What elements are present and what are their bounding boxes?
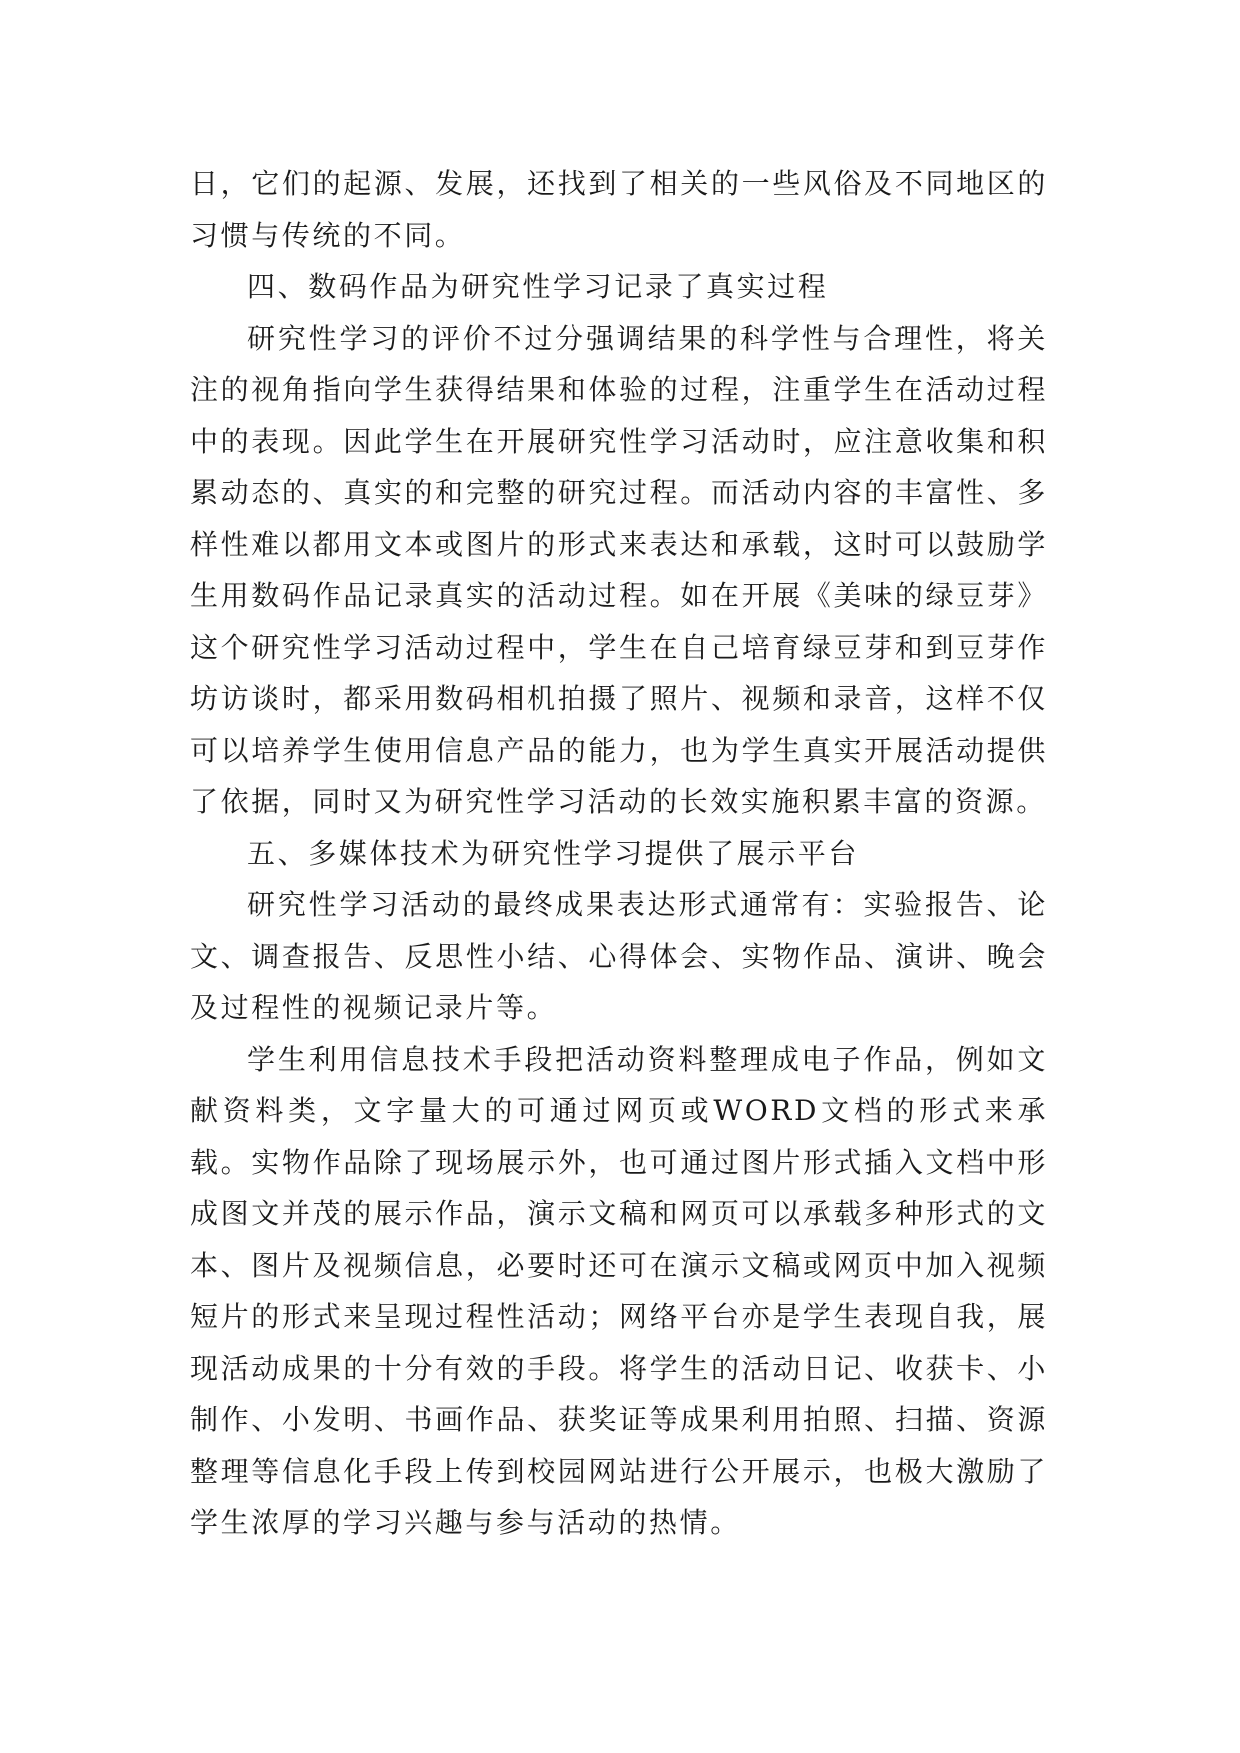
section-heading-4: 四、数码作品为研究性学习记录了真实过程 xyxy=(247,270,829,303)
body-paragraph: 学生利用信息技术手段把活动资料整理成电子作品，例如文献资料类，文字量大的可通过网页或WORD文档的形式来承载。实物作品除了现场展示外，也可通过图片形式插入文档中形成图文并茂的展示作品，演示文稿和网页可以承载多种形式的文本、图片及视频信息，必要时还可在演示文稿或网页中加入视频短片的形式来呈现过程性活动；网络平台亦是学生表现自我，展现活动成果的十分有效的手段。将学生的活动日记、收获卡、小制作、小发明、书画作品、获奖证等成果利用拍照、扫描、资源整理等信息化手段上传到校园网站进行公开展示，也极大激励了学生浓厚的学习兴趣与参与活动的热情。 xyxy=(190,1042,1048,1539)
document-body xyxy=(190,158,1048,1549)
body-paragraph: 研究性学习的评价不过分强调结果的科学性与合理性，将关注的视角指向学生获得结果和体验的过程，注重学生在活动过程中的表现。因此学生在开展研究性学习活动时，应注意收集和积累动态的、真实的和完整的研究过程。而活动内容的丰富性、多样性难以都用文本或图片的形式来表达和承载，这时可以鼓励学生用数码作品记录真实的活动过程。如在开展《美味的绿豆芽》这个研究性学习活动过程中，学生在自己培育绿豆芽和到豆芽作坊访谈时，都采用数码相机拍摄了照片、视频和录音，这样不仅可以培养学生使用信息产品的能力，也为学生真实开展活动提供了依据，同时又为研究性学习活动的长效实施积累丰富的资源。 xyxy=(190,321,1048,818)
body-paragraph: 研究性学习活动的最终成果表达形式通常有：实验报告、论文、调查报告、反思性小结、心得体会、实物作品、演讲、晚会及过程性的视频记录片等。 xyxy=(190,888,1048,1024)
continued-paragraph: 日，它们的起源、发展，还找到了相关的一些风俗及不同地区的习惯与传统的不同。 xyxy=(190,167,1048,252)
section-heading-5: 五、多媒体技术为研究性学习提供了展示平台 xyxy=(247,836,860,870)
